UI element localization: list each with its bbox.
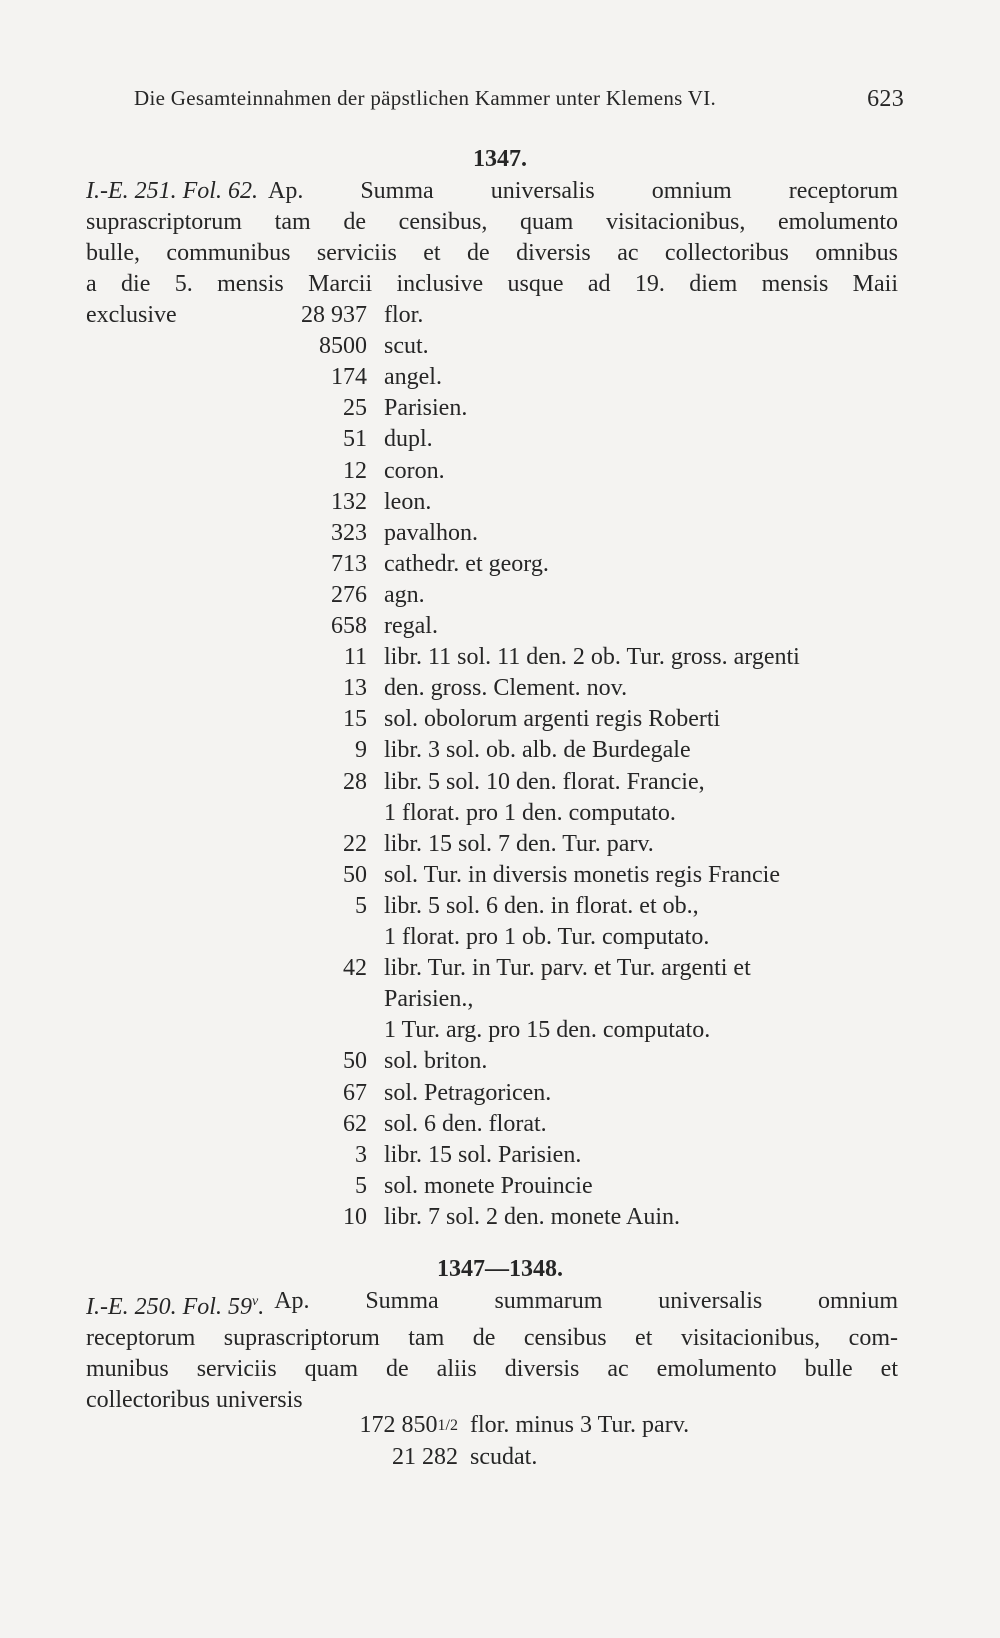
entry-amount bbox=[360, 1410, 458, 1441]
ledger-entry bbox=[0, 424, 1000, 455]
entry-description: libr. Tur. in Tur. parv. et Tur. argenti et bbox=[384, 955, 751, 982]
text-line: Ap. Summa universalis omnium receptorum bbox=[267, 178, 898, 204]
entry-description: libr. 11 sol. 11 den. 2 ob. Tur. gross. argenti bbox=[384, 644, 800, 671]
entry-amount: 13 bbox=[343, 675, 367, 702]
year-heading-1347: 1347. bbox=[473, 146, 527, 172]
ledger-entry bbox=[0, 1171, 1000, 1202]
running-header bbox=[134, 86, 904, 113]
ledger-entry bbox=[0, 549, 1000, 580]
entry-description: sol. Petragoricen. bbox=[384, 1079, 552, 1106]
entry-amount: 28 937 bbox=[301, 302, 367, 328]
entry-description: Parisien. bbox=[384, 395, 468, 422]
text-line: bulle, communibus serviciis et de diversis ac collectoribus omnibus bbox=[86, 240, 898, 266]
entry-description: 1 florat. pro 1 ob. Tur. computato. bbox=[384, 924, 710, 950]
entry-description: scut. bbox=[384, 333, 429, 360]
ledger-entry bbox=[0, 1442, 1000, 1473]
entry-amount: 50 bbox=[343, 861, 367, 888]
text-line: receptorum suprascriptorum tam de censibus et visitacionibus, com- bbox=[86, 1325, 898, 1351]
ledger-entry bbox=[0, 1410, 1000, 1441]
entry-description: dupl. bbox=[384, 426, 433, 453]
entry-description: libr. 3 sol. ob. alb. de Burdegale bbox=[384, 737, 691, 764]
entry-description: flor. bbox=[384, 302, 424, 328]
entry-amount: 15 bbox=[343, 706, 367, 733]
ledger-entry bbox=[0, 735, 1000, 766]
entry-description: Parisien., bbox=[384, 986, 474, 1013]
ledger-entry bbox=[0, 1140, 1000, 1171]
ledger-entry bbox=[0, 456, 1000, 487]
entry-description: cathedr. et georg. bbox=[384, 550, 549, 577]
entry-amount: 62 bbox=[343, 1110, 367, 1137]
ledger-entry bbox=[0, 798, 1000, 829]
exclusive-label: exclusive bbox=[86, 302, 177, 328]
year-heading-1347-1348: 1347—1348. bbox=[437, 1256, 563, 1282]
entry-description: libr. 5 sol. 6 den. in florat. et ob., bbox=[384, 892, 699, 919]
ledger-entry bbox=[0, 393, 1000, 424]
ledger-entry bbox=[0, 642, 1000, 673]
entry-description: sol. obolorum argenti regis Roberti bbox=[384, 706, 721, 733]
entry-amount: 323 bbox=[331, 519, 367, 546]
entry-description: sol. 6 den. florat. bbox=[384, 1110, 547, 1137]
entry-amount: 5 bbox=[355, 1172, 367, 1199]
text-line: Ap. Summa summarum universalis omnium bbox=[274, 1288, 898, 1314]
entry-fraction: 1/2 bbox=[437, 1417, 458, 1434]
entry-description: leon. bbox=[384, 488, 432, 515]
ledger-entry bbox=[0, 1202, 1000, 1233]
entry-description: sol. monete Prouincie bbox=[384, 1172, 593, 1199]
ledger-entry bbox=[0, 829, 1000, 860]
source-reference: I.-E. 250. Fol. 59$^v$. bbox=[86, 1294, 265, 1320]
entry-amount: 10 bbox=[343, 1203, 367, 1230]
ledger-entry bbox=[0, 953, 1000, 984]
entry-description: regal. bbox=[384, 613, 438, 639]
entry-amount: 67 bbox=[343, 1079, 367, 1106]
ledger-entry bbox=[0, 767, 1000, 798]
entry-description: scudat. bbox=[470, 1444, 538, 1470]
ledger-entry bbox=[0, 487, 1000, 518]
ledger-entry bbox=[0, 984, 1000, 1015]
ledger-entry bbox=[0, 1015, 1000, 1046]
entry-description: angel. bbox=[384, 364, 442, 391]
entry-description: libr. 7 sol. 2 den. monete Auin. bbox=[384, 1203, 680, 1230]
ledger-entry bbox=[0, 580, 1000, 611]
entry-amount: 713 bbox=[331, 550, 367, 577]
entry-description: libr. 5 sol. 10 den. florat. Francie, bbox=[384, 768, 705, 795]
entry-amount: 3 bbox=[355, 1141, 367, 1168]
entry-amount: 22 bbox=[343, 830, 367, 857]
entry-description: 1 florat. pro 1 den. computato. bbox=[384, 799, 676, 826]
entry-amount: 658 bbox=[331, 613, 367, 639]
text-line: collectoribus universis bbox=[86, 1387, 303, 1413]
text-line: suprascriptorum tam de censibus, quam visitacionibus, emolumento bbox=[86, 209, 898, 235]
ledger-entry bbox=[0, 704, 1000, 735]
entry-description: libr. 15 sol. Parisien. bbox=[384, 1141, 582, 1168]
entry-description: 1 Tur. arg. pro 15 den. computato. bbox=[384, 1017, 711, 1044]
entry-description: agn. bbox=[384, 581, 425, 608]
source-reference: I.-E. 251. Fol. 62. bbox=[86, 178, 258, 204]
ledger-entry bbox=[0, 1109, 1000, 1140]
entry-description: flor. minus 3 Tur. parv. bbox=[470, 1412, 690, 1438]
entry-amount: 51 bbox=[343, 426, 367, 453]
paragraph-1347 bbox=[86, 176, 898, 300]
paragraph-1347-1348 bbox=[86, 1286, 898, 1416]
page-number: 623 bbox=[867, 86, 904, 112]
entry-amount: 8500 bbox=[319, 333, 367, 360]
entry-amount: 28 bbox=[343, 768, 367, 795]
entry-amount bbox=[392, 1442, 458, 1473]
entry-amount: 5 bbox=[355, 892, 367, 919]
entry-amount: 12 bbox=[343, 457, 367, 484]
entry-amount: 42 bbox=[343, 955, 367, 982]
entry-amount: 25 bbox=[343, 395, 367, 422]
ledger-entry bbox=[0, 331, 1000, 362]
entry-amount: 132 bbox=[331, 488, 367, 515]
entry-description: libr. 15 sol. 7 den. Tur. parv. bbox=[384, 830, 654, 857]
ledger-entry bbox=[0, 1078, 1000, 1109]
header-title: Die Gesamteinnahmen der päpstlichen Kammer unter Klemens VI. bbox=[134, 86, 717, 110]
ledger-entry bbox=[0, 891, 1000, 922]
text-line: a die 5. mensis Marcii inclusive usque ad 19. diem mensis Maii bbox=[86, 271, 898, 297]
ledger-entry bbox=[0, 300, 1000, 331]
entry-amount-value: 172 850 bbox=[359, 1412, 438, 1438]
ledger-entry bbox=[0, 362, 1000, 393]
entry-amount-value: 21 282 bbox=[392, 1444, 458, 1470]
entry-amount: 11 bbox=[343, 644, 367, 671]
ledger-entry bbox=[0, 518, 1000, 549]
text-line: munibus serviciis quam de aliis diversis ac emolumento bulle et bbox=[86, 1356, 898, 1382]
entry-amount: 276 bbox=[331, 581, 367, 608]
entry-amount: 50 bbox=[343, 1048, 367, 1075]
entry-description: pavalhon. bbox=[384, 519, 478, 546]
ledger-entry bbox=[0, 1046, 1000, 1077]
entry-amount: 174 bbox=[331, 364, 367, 391]
entry-description: den. gross. Clement. nov. bbox=[384, 675, 628, 702]
entry-description: sol. Tur. in diversis monetis regis Francie bbox=[384, 861, 780, 888]
ledger-entry bbox=[0, 611, 1000, 642]
ledger-entry bbox=[0, 673, 1000, 704]
entry-amount: 9 bbox=[355, 737, 367, 764]
ledger-entry bbox=[0, 922, 1000, 953]
entry-description: sol. briton. bbox=[384, 1048, 488, 1075]
entry-description: coron. bbox=[384, 457, 445, 484]
ledger-entry bbox=[0, 860, 1000, 891]
